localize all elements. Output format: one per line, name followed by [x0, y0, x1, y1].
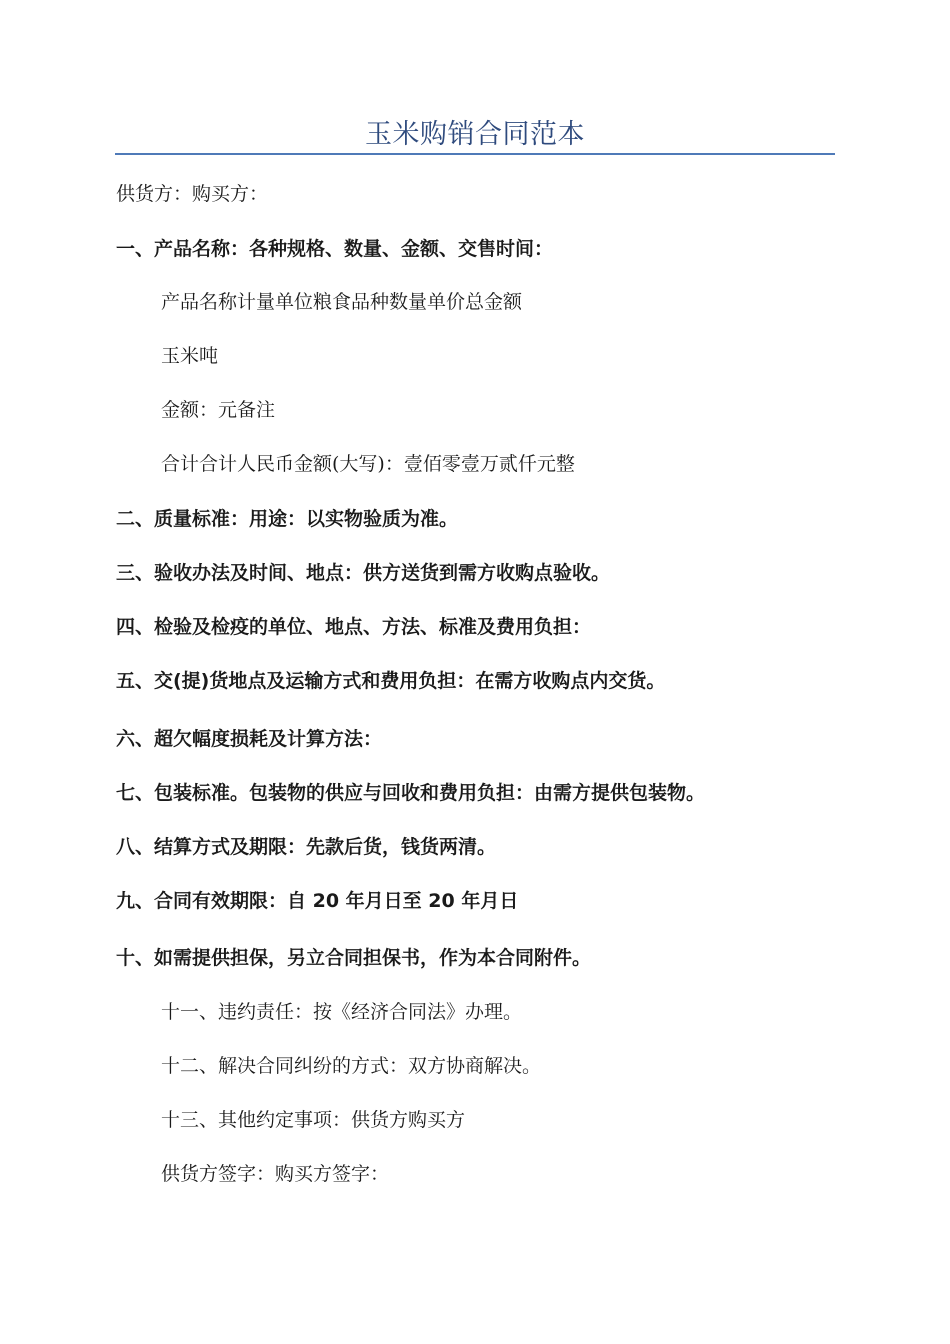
total-amount-line: 合计合计人民币金额(大写)：壹佰零壹万贰仟元整 — [161, 453, 575, 475]
section-8-heading: 八、结算方式及期限：先款后货，钱货两清。 — [116, 836, 497, 858]
product-table-header: 产品名称计量单位粮食品种数量单价总金额 — [161, 291, 523, 313]
parties-line: 供货方：购买方： — [116, 183, 269, 205]
section-4-heading: 四、检验及检疫的单位、地点、方法、标准及费用负担： — [116, 616, 592, 638]
product-row: 玉米吨 — [161, 345, 219, 367]
section-5-heading: 五、交(提)货地点及运输方式和费用负担：在需方收购点内交货。 — [116, 670, 666, 692]
title-underline — [115, 153, 835, 155]
section-2-heading: 二、质量标准：用途：以实物验质为准。 — [116, 508, 459, 530]
section-7-heading: 七、包装标准。包装物的供应与回收和费用负担：由需方提供包装物。 — [116, 782, 706, 804]
section-9-heading: 九、合同有效期限：自 20 年月日至 20 年月日 — [116, 890, 519, 912]
section-6-heading: 六、超欠幅度损耗及计算方法： — [116, 728, 383, 750]
section-13: 十三、其他约定事项：供货方购买方 — [161, 1109, 466, 1131]
section-1-heading: 一、产品名称：各种规格、数量、金额、交售时间： — [116, 238, 554, 260]
section-3-heading: 三、验收办法及时间、地点：供方送货到需方收购点验收。 — [116, 562, 611, 584]
amount-line: 金额：元备注 — [161, 399, 276, 421]
signature-line: 供货方签字：购买方签字： — [161, 1163, 390, 1185]
section-10-heading: 十、如需提供担保，另立合同担保书，作为本合同附件。 — [116, 947, 592, 969]
document-title: 玉米购销合同范本 — [365, 119, 585, 150]
section-11: 十一、违约责任：按《经济合同法》办理。 — [161, 1001, 523, 1023]
section-12: 十二、解决合同纠纷的方式：双方协商解决。 — [161, 1055, 542, 1077]
